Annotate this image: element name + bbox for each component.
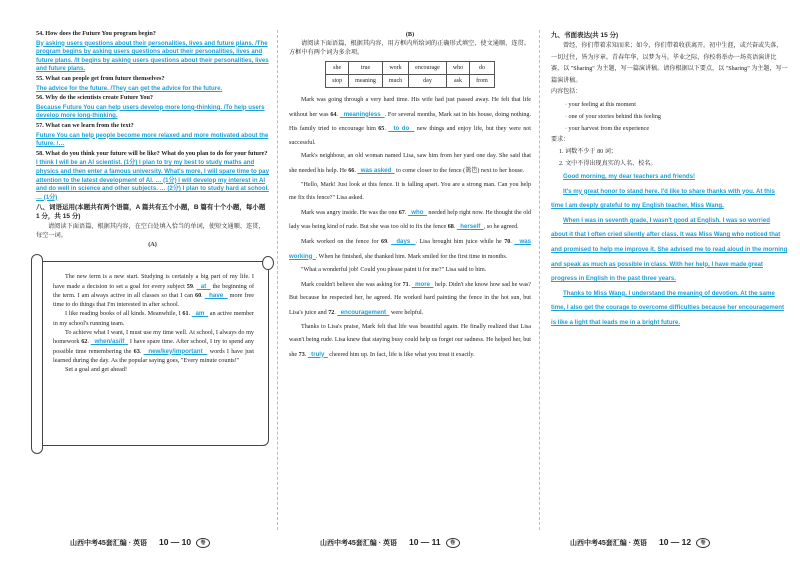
essay-paragraph: Thanks to Miss Wang, I understand the meaning of devotion. At the same time, I also get the courage to overcome difficulties because her encouragement is like a light that leads me in a bright future. <box>551 289 784 326</box>
instructions-b: 请阅读下面语篇，根据其内容，用方框内所给词的正确形式填空，使文通顺、连贯。方框中有两个词为多余项。 <box>289 40 530 56</box>
requirement: 2. 文中不得出现真实的人名、校名。 <box>559 161 657 167</box>
word-box-cell: encourage <box>409 62 447 75</box>
footer-page-11 <box>320 537 460 548</box>
passage-text: cheered him up. In fact, life is like what you treat it exactly. <box>327 351 475 358</box>
passage-text: more free time to do things that I'm interested in after school. <box>53 291 255 309</box>
blank-answer: encouragement <box>337 308 390 316</box>
blank-answer: when/as/if <box>90 338 129 346</box>
blank-answer: herself <box>456 223 484 231</box>
passage-text: "What a wonderful job! Could you please paint it for me?" Lisa said to him. <box>301 267 487 274</box>
middle-column <box>277 0 539 569</box>
passage-text: To achieve what I want, I must use my time well. At school, I always do my homework <box>53 329 254 346</box>
blank-number: 69 <box>381 238 388 245</box>
passage-text: Mark was angry inside. He was the one <box>301 209 399 216</box>
paragraph <box>289 179 531 206</box>
answer-56: Because Future You can help users develop more long-thinking. /To help users develop more long-thinking. <box>36 103 265 120</box>
blank-answer: more <box>411 280 434 288</box>
blank-answer: who <box>407 208 427 216</box>
word-box-cell: true <box>349 62 383 75</box>
section-8-heading: 八、词语运用(本题共有两个语篇，A 篇共有五个小题，B 篇有十个小题，每小题 1 分，共 15 分) <box>36 204 266 221</box>
passage-a-text <box>53 272 254 374</box>
blank-answer: have <box>204 291 228 299</box>
passage-text: Mark couldn't believe she was asking for <box>301 281 403 288</box>
blank-answer: days <box>391 237 416 245</box>
footer-page-10 <box>70 537 210 548</box>
question-58: 58. What do you think your future will be like? What do you plan to do for your future? <box>36 149 268 157</box>
blank-number: 59 <box>186 282 193 290</box>
footer-title: 山西中考45套汇编 · 英语 <box>320 540 398 547</box>
paragraph: The new term is a new start. Studying is certainly a big part of my life. I have made a decision to set a goal for every subject 59. at the beginning of the term. I am always active in all classes so that I can 60. have more free time to do things that I'm interested in after school. <box>53 273 255 309</box>
blank-number: 63 <box>133 347 140 355</box>
word-box-cell: ask <box>446 75 469 88</box>
paragraph: Mark worked on the fence for 69. days . Lisa brought him juice while he 70. was working . When he finished, she thanked him. Mark smiled for the first time in months. <box>289 237 532 260</box>
publisher-logo-icon: 卷 <box>696 538 710 548</box>
passage-text: the beginning of the term. I am always active in all classes so that I can <box>53 282 255 299</box>
passage-text: to come closer to the fence (篱笆) next to her house. <box>394 167 525 174</box>
footer-title: 山西中考45套汇编 · 英语 <box>70 540 148 547</box>
requirements-label: 要求： <box>551 136 570 143</box>
content-point: · your harvest from the experience <box>565 125 650 132</box>
word-box-row <box>326 62 495 75</box>
paragraph: Mark was angry inside. He was the one 67. who needed help right now. He thought the old lady was being kind of rude. But she was too old to fix the fence 68. herself , so he agreed. <box>289 208 531 231</box>
passage-text: Mark was going through a very hard time. His wife had just passed away. He felt that life without her was <box>289 97 531 118</box>
passage-text: Thanks to Lisa's praise, Mark felt that life was beautiful again. He finally realized that Lisa wasn't being rude. Lisa knew that staying busy could help us forget our sadness. He helped her, but she <box>289 323 531 358</box>
blank-answer: at <box>196 282 211 290</box>
word-box-cell: work <box>382 62 408 75</box>
left-column <box>0 0 277 569</box>
word-box-cell: much <box>382 75 408 88</box>
question-56: 56. Why do the scientists create Future You? <box>36 94 153 102</box>
passage-text: . Lisa brought him juice while he <box>415 238 505 245</box>
passage-text: . When he finished, she thanked him. Mark smiled for the first time in months. <box>315 253 508 260</box>
answer-55: The advice for the future. /They can get the advice for the future. <box>36 84 223 92</box>
essay-paragraph: It's my great honor to stand here. I'd like to share thanks with you. At this time I am deeply grateful to my English teacher, Miss Wang. <box>551 187 775 210</box>
section-9-heading: 九、书面表达(共 15 分) <box>551 32 619 39</box>
blank-number: 67 <box>398 209 405 216</box>
passage-text: . For several months, Mark sat in his house, doing nothing. His family tried to encourage him <box>289 111 531 133</box>
blank-answer: to do <box>388 125 415 133</box>
passage-a-scroll <box>36 261 269 446</box>
passage-text: Mark worked on the fence for <box>301 238 382 245</box>
word-box-cell: do <box>470 62 495 75</box>
blank-number: 71 <box>402 281 409 288</box>
passage-text: "Hello, Mark! Just look at this fence. It is falling apart. You are a strong man. Can you help me fix this fence?" Lisa asked. <box>289 181 531 202</box>
passage-text: The new term is a new start. Studying is certainly a big part of my life. I have made a decision to set a goal for every subject <box>53 273 254 290</box>
passage-text: , so he agreed. <box>483 224 519 231</box>
paragraph: Thanks to Lisa's praise, Mark felt that life was beautiful again. He finally realized that Lisa wasn't being rude. Lisa knew that staying busy could help us forget our sadness. He helped her, but she 73. truly cheered him up. In fact, life is like what you treat it exactly. <box>289 323 531 358</box>
answer-58: I think I will be an AI scientist. (1分) I plan to try my best to study maths and physics and then enter a famous university. What's more, I will spare time to pay attention to the latest development of AI. … (1分) I will develop my interest in AI and do well in science and other subjects. … (2分) I plan to study hard at school. … (1分) <box>36 159 269 201</box>
question-57: 57. What can we learn from the text? <box>36 121 134 129</box>
page-number: 10 — 10 <box>158 537 192 547</box>
blank-number: 68 <box>447 224 454 231</box>
blank-number: 65 <box>378 126 385 133</box>
word-box-cell: day <box>409 75 447 88</box>
passage-text: an active member in my school's running team. <box>53 310 254 327</box>
passage-b-text <box>289 94 531 362</box>
answer-57: Future You can help people become more relaxed and more motivated about the future. /… <box>36 131 269 148</box>
blank-number: 61 <box>182 310 189 318</box>
footer-page-12 <box>570 537 710 548</box>
paragraph: I like reading books of all kinds. Meanwhile, I 61. am an active member in my school's running team. <box>53 310 254 327</box>
scroll-curl-left <box>31 254 43 454</box>
page-number: 10 — 11 <box>408 537 441 547</box>
blank-number: 70 <box>504 238 511 245</box>
essay-paragraph: Good morning, my dear teachers and friends! <box>563 173 696 180</box>
blank-number: 64 <box>330 111 337 118</box>
essay-paragraph: When I was in seventh grade, I wasn't good at English. I was so worried about it that I often cried silently after class. It was Miss Wang who noticed that and promised to help me improve it. She advised me to read aloud in the morning and speak as much as possible in class. With her help, I have made great progress in English in the past three years. <box>551 216 788 283</box>
question-54: 54. How does the Future You program begin? <box>36 30 156 37</box>
passage-text: I have spare time. After school, I try to spend any possible time remembering the <box>53 338 254 355</box>
publisher-logo-icon: 卷 <box>446 538 460 548</box>
passage-text: needed help right now. He thought the old lady was being kind of rude. But she was too old to fix the fence <box>289 209 531 231</box>
blank-answer: truly <box>307 350 328 358</box>
writing-prompt: 曾经，你们带着求知而来；如今，你们带着收获离开。初中生涯，或兴奋或失落，一切过往，皆为序章。青春年华，以梦为马。毕业之际，你校将举办一场英语演讲比赛，以 "Sharing" 为主题，写一篇演讲稿。请你根据以下要点，以 "Sharing" 为主题，写一篇演讲稿。 <box>551 43 788 84</box>
blank-number: 73 <box>298 351 305 358</box>
page-number: 10 — 12 <box>658 537 692 547</box>
passage-text: were helpful. <box>389 309 424 316</box>
passage-text: I like reading books of all kinds. Meanwhile, I <box>65 310 183 318</box>
blank-number: 62 <box>81 338 88 346</box>
publisher-logo-icon: 卷 <box>196 538 210 548</box>
paragraph: Mark was going through a very hard time. His wife had just passed away. He felt that life without her was 64. meaningless . For several months, Mark sat in his house, doing nothing. His family tried to encourage him 65. to do new things and enjoy life, but they were not successful. <box>289 97 531 146</box>
word-box <box>325 61 495 88</box>
requirement: 1. 词数不少于 80 词； <box>559 149 617 155</box>
word-box-cell: stop <box>326 75 349 88</box>
content-label: 内容包括： <box>551 89 582 95</box>
passage-text: Set a goal and get ahead! <box>65 366 128 374</box>
paragraph: Mark couldn't believe she was asking for 71. more help. Didn't she know how sad he was? But because he respected her, he agreed. He worked hard painting the fence in the hot sun, but Lisa's juice and 72. encouragement were helpful. <box>289 280 531 316</box>
answer-54: By asking users questions about their personalities, lives and future plans. /The program begins by asking users questions about their personalities, lives and future plans. /It begins by asking users questions about their personalities, lives and future plans. <box>36 39 269 73</box>
word-box-cell: who <box>446 62 469 75</box>
passage-a-label: (A) <box>148 241 157 249</box>
blank-number: 72 <box>328 309 335 316</box>
blank-answer: was asked <box>357 166 395 174</box>
blank-answer: meaningless <box>339 110 385 118</box>
blank-answer: was working <box>289 237 532 260</box>
passage-b-label: (B) <box>405 31 415 38</box>
footer-title: 山西中考45套汇编 · 英语 <box>570 540 648 547</box>
content-point: · your feeling at this moment <box>565 101 636 108</box>
question-55: 55. What can people get from future themselves? <box>36 74 165 82</box>
passage-text: help. Didn't she know how sad he was? But because he respected her, he agreed. He worked hard painting the fence in the hot sun, but Lisa's juice and <box>289 281 531 316</box>
blank-answer: new/key/important <box>143 347 208 355</box>
blank-number: 66 <box>348 167 355 174</box>
passage-text: new things and enjoy life, but they were not successful. <box>289 126 531 146</box>
word-box-cell: meaning <box>349 75 383 88</box>
paragraph <box>53 365 254 374</box>
passage-text: words I have just learned during the day. As the popular saying goes, "Every minute counts!" <box>53 347 255 364</box>
paragraph: Mark's neighbour, an old woman named Lisa, saw him from her yard one day. She said that she needed his help. He 66. was asked to come closer to the fence (篱笆) next to her house. <box>289 153 531 174</box>
instructions-a: 请阅读下面语篇，根据其内容，在空白处填入恰当的单词，使短文通顺、连贯，每空一词。 <box>36 223 265 240</box>
passage-text: Mark's neighbour, an old woman named Lisa, saw him from her yard one day. She said that she needed his help. He <box>289 153 531 174</box>
word-box-cell: from <box>470 75 495 88</box>
right-column <box>539 0 800 569</box>
scroll-curl-right <box>262 256 274 270</box>
paragraph <box>289 264 531 278</box>
word-box-cell: she <box>326 62 349 75</box>
word-box-row <box>326 75 495 88</box>
blank-number: 60 <box>194 291 202 299</box>
paragraph: To achieve what I want, I must use my time well. At school, I always do my homework 62. when/as/if I have spare time. After school, I try to spend any possible time remembering the 63. new/key/important words I have just learned during the day. As the popular saying goes, "Every minute counts!" <box>53 329 255 364</box>
content-point: · one of your stories behind this feeling <box>565 113 661 120</box>
blank-answer: am <box>191 310 209 318</box>
